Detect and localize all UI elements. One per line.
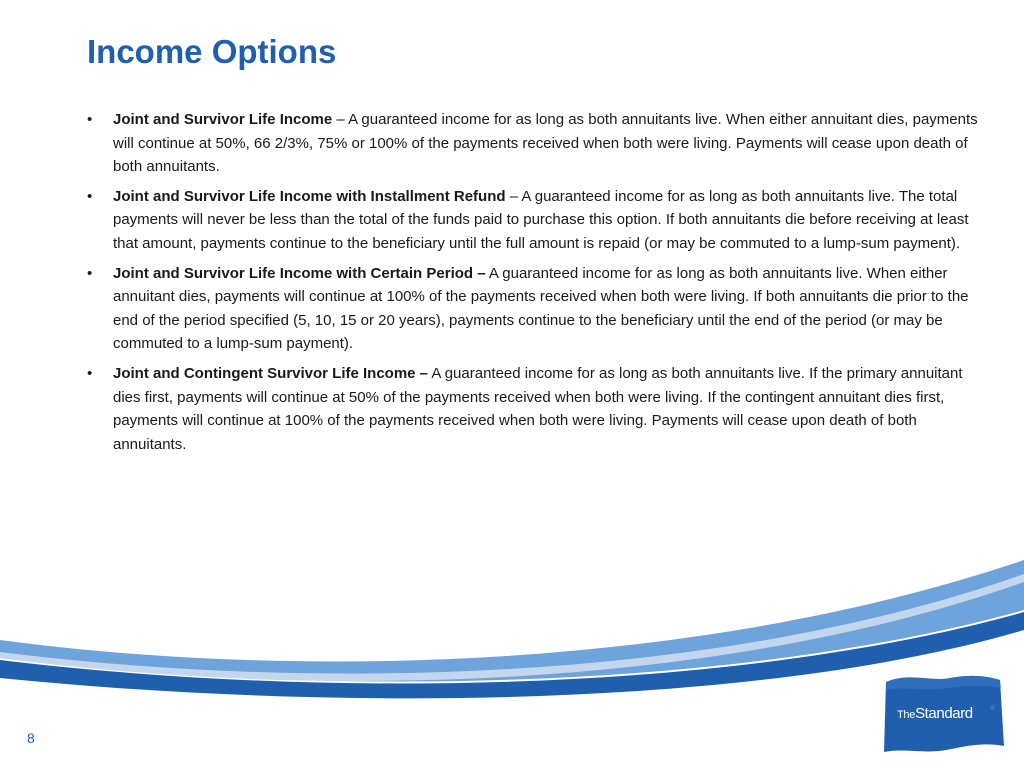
list-item — [87, 108, 987, 179]
income-options-list — [87, 108, 987, 462]
bullet-marker: • — [87, 264, 93, 282]
bullet-marker: • — [87, 187, 93, 205]
list-item — [87, 185, 987, 256]
option-description: A guaranteed income for as long as both annuitants live. If the primary annuitant dies first, payments will continue at 50% of the payments received when both were living. If the contingent annuitant dies first, payments will continue at 100% of the payments received when both were living. Payments will cease upon death of both annuitants. — [113, 364, 963, 453]
bullet-marker: • — [87, 364, 93, 382]
registered-mark: ® — [990, 706, 995, 712]
logo-the: The — [897, 709, 916, 721]
list-item — [87, 362, 987, 456]
list-item — [87, 262, 987, 356]
page-number: 8 — [27, 730, 35, 746]
logo-name: Standard — [915, 705, 973, 722]
option-description: – A guaranteed income for as long as both annuitants live. When either annuitant dies, payments will continue at 50%, 66 2/3%, 75% or 100% of the payments received when both were living. Payments will cease upon death of both annuitants. — [113, 111, 978, 176]
option-description: – A guaranteed income for as long as both annuitants live. The total payments will never be less than the total of the funds paid to purchase this option. If both annuitants die before receiving at least that amount, payments continue to the beneficiary until the full amount is repaid (or may be commuted to a lump-sum payment). — [113, 187, 969, 252]
logo-wordmark — [897, 705, 973, 723]
slide-title: Income Options — [87, 33, 337, 70]
footer-swoosh — [0, 560, 1024, 768]
option-name: Joint and Contingent Survivor Life Income – — [113, 364, 429, 382]
option-name: Joint and Survivor Life Income with Certain Period – — [113, 264, 486, 282]
option-description: A guaranteed income for as long as both annuitants live. When either annuitant dies, payments will continue at 100% of the payments received when both were living. If both annuitants die prior to the end of the period specified (5, 10, 15 or 20 years), payments continue to the beneficiary until the end of the period (or may be commuted to a lump-sum payment). — [113, 264, 969, 353]
option-name: Joint and Survivor Life Income with Installment Refund — [113, 187, 506, 205]
option-name: Joint and Survivor Life Income — [113, 111, 333, 128]
bullet-marker: • — [87, 111, 93, 128]
